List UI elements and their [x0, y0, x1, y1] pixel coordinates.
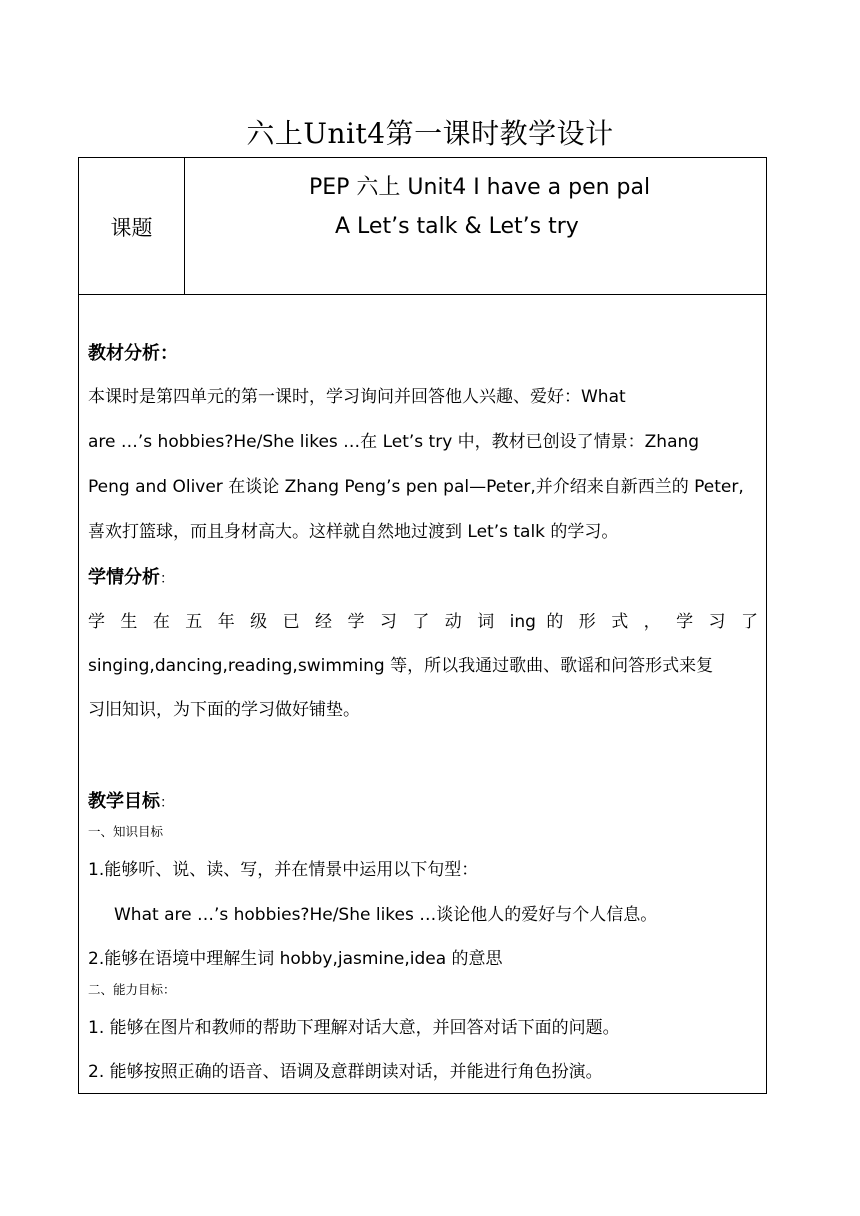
knowledge-goal-item: 2.能够在语境中理解生词 hobby,jasmine,idea 的意思: [88, 949, 503, 969]
teaching-goals-heading: [88, 787, 174, 813]
lesson-plan-table: [78, 157, 767, 1094]
ability-goal-item: 2. 能够按照正确的语音、语调及意群朗读对话，并能进行角色扮演。: [88, 1062, 603, 1082]
topic-title-line: PEP 六上 Unit4 I have a pen pal: [309, 175, 651, 200]
heading-colon: ：: [160, 795, 174, 811]
topic-row: [79, 158, 766, 295]
knowledge-goals-title: 一、知识目标: [88, 824, 164, 839]
textbook-analysis-heading-text: 教材分析: [88, 343, 160, 364]
knowledge-goal-item: What are …’s hobbies?He/She likes …谈论他人的爱好与个人信息。: [114, 905, 658, 925]
teaching-goals-heading-text: 教学目标: [88, 791, 160, 812]
student-analysis-line: 习旧知识，为下面的学习做好铺垫。: [88, 700, 360, 720]
ability-goals-title: 二、能力目标：: [88, 982, 176, 997]
ability-goal-item: 1. 能够在图片和教师的帮助下理解对话大意，并回答对话下面的问题。: [88, 1018, 620, 1038]
topic-subtitle-line: A Let’s talk & Let’s try: [335, 214, 579, 239]
student-analysis-line: singing,dancing,reading,swimming 等，所以我通过歌曲、歌谣和问答形式来复: [88, 656, 714, 676]
textbook-analysis-line: Peng and Oliver 在谈论 Zhang Peng’s pen pal—Peter,并介绍来自新西兰的 Peter,: [88, 477, 744, 497]
topic-label-cell: [79, 158, 185, 294]
student-analysis-line: 学 生 在 五 年 级 已 经 学 习 了 动 词 ing 的 形 式 ， 学 习 了: [88, 612, 758, 632]
heading-colon: ：: [160, 343, 178, 364]
textbook-analysis-line: 喜欢打篮球，而且身材高大。这样就自然地过渡到 Let’s talk 的学习。: [88, 522, 619, 542]
student-analysis-heading-text: 学情分析: [88, 567, 160, 588]
knowledge-goal-item: 1.能够听、说、读、写，并在情景中运用以下句型：: [88, 860, 479, 880]
heading-colon: ：: [160, 571, 174, 587]
student-analysis-heading: [88, 563, 174, 589]
document-title: 六上Unit4第一课时教学设计: [246, 117, 614, 150]
textbook-analysis-line: are …’s hobbies?He/She likes …在 Let’s try 中，教材已创设了情景：Zhang: [88, 432, 700, 452]
textbook-analysis-line: 本课时是第四单元的第一课时，学习询问并回答他人兴趣、爱好：What: [88, 387, 626, 407]
textbook-analysis-heading: [88, 339, 178, 365]
topic-label: 课题: [110, 216, 153, 240]
